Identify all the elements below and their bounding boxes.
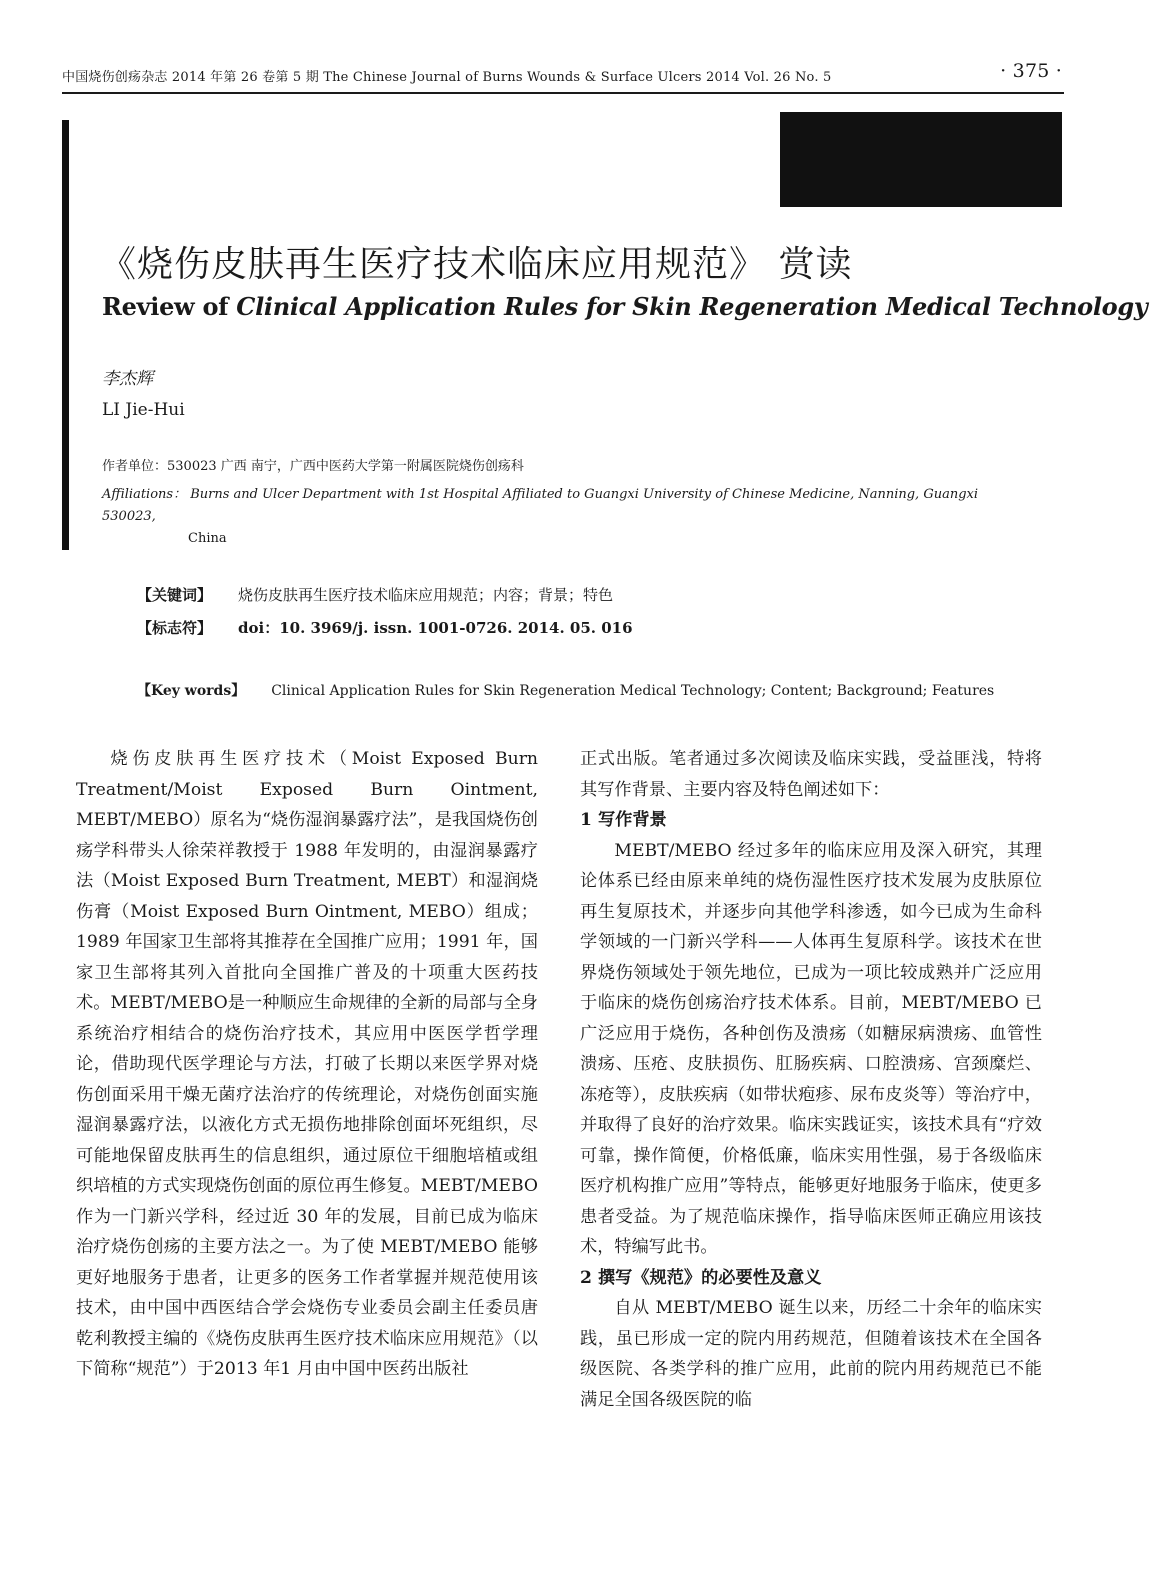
body-paragraph: 正式出版。笔者通过多次阅读及临床实践，受益匪浅，特将其写作背景、主要内容及特色阐述如下： [580,749,1042,800]
running-header-text: 中国烧伤创疡杂志 2014 年第 26 卷第 5 期 The Chinese Journal of Burns Wounds & Surface Ulcers 2014 Vol. 26 No. 5 [62,70,832,85]
affiliation-label: Affiliations： [102,487,187,502]
body-paragraph: 烧伤皮肤再生医疗技术（Moist Exposed Burn Treatment/Moist Exposed Burn Ointment, MEBT/MEBO）原名为“烧伤湿润暴露疗法”，是我国烧伤创疡学科带头人徐荣祥教授于 1988 年发明的，由湿润暴露疗法（Moist Exposed Burn Treatment, MEBT）和湿润烧伤膏（Moist Exposed Burn Ointment, MEBO）组成；1989 年国家卫生部将其推荐在全国推广应用；1991 年，国家卫生部将其列入首批向全国推广普及的十项重大医药技术。MEBT/MEBO是一种顺应生命规律的全新的局部与全身系统治疗相结合的烧伤治疗技术，其应用中医医学哲学理论，借助现代医学理论与方法，打破了长期以来医学界对烧伤创面采用干燥无菌疗法治疗的传统理论，对烧伤创面实施湿润暴露疗法，以液化方式无损伤地排除创面坏死组织，尽可能地保留皮肤再生的信息组织，通过原位干细胞培植或组织培植的方式实现烧伤创面的原位再生修复。MEBT/MEBO 作为一门新兴学科，经过近 30 年的发展，目前已成为临床治疗烧伤创疡的主要方法之一。为了使 MEBT/MEBO 能够更好地服务于患者，让更多的医务工作者掌握并规范使用该技术，由中国中西医结合学会烧伤专业委员会副主任委员唐乾利教授主编的《烧伤皮肤再生医疗技术临床应用规范》（以下简称“规范”）于2013 年1 月由中国中医药出版社 [76,749,538,1379]
running-header [62,60,1062,85]
body-paragraph: 自从 MEBT/MEBO 诞生以来，历经二十余年的临床实践，虽已形成一定的院内用药规范，但随着该技术在全国各级医院、各类学科的推广应用，此前的院内用药规范已不能满足全国各级医院的临 [580,1298,1042,1410]
author-chinese: 李杰辉 [102,369,153,389]
body-left-column [76,744,538,1385]
keywords-value: 烧伤皮肤再生医疗技术临床应用规范；内容；背景；特色 [238,586,614,604]
doi-value: doi：10. 3969/j. issn. 1001-0726. 2014. 05. 016 [238,619,633,637]
keywords-english [137,680,994,700]
section-heading-2: 2 撰写《规范》的必要性及意义 [580,1267,822,1288]
doi-row [137,617,633,638]
doi-label: 【标志符】 [137,619,213,637]
title-chinese: 《烧伤皮肤再生医疗技术临床应用规范》 赏读 [100,244,853,285]
title-english-italic: Clinical Application Rules for Skin Regeneration Medical Technology [236,292,1148,321]
title-english [102,292,1147,321]
body-right-column [580,744,1042,1415]
header-rule [62,92,1064,94]
affiliation-country: China [188,531,227,546]
affiliation-english [102,484,1032,550]
page-number: · 375 · [1000,60,1062,82]
keywords-en-value: Clinical Application Rules for Skin Regeneration Medical Technology; Content; Background; Features [271,683,995,699]
left-decorative-bar [62,120,69,550]
keywords-en-label: 【Key words】 [137,683,246,699]
affiliation-chinese: 作者单位：530023 广西 南宁，广西中医药大学第一附属医院烧伤创疡科 [102,459,524,474]
keywords-chinese [137,584,613,605]
title-english-prefix: Review of [102,292,237,321]
affiliation-text: Burns and Ulcer Department with 1st Hospital Affiliated to Guangxi University of Chinese Medicine, Nanning, Guangxi 530023, [102,487,979,524]
section-heading-1: 1 写作背景 [580,810,667,830]
body-paragraph: MEBT/MEBO 经过多年的临床应用及深入研究，其理论体系已经由原来单纯的烧伤湿性医疗技术发展为皮肤原位再生复原技术，并逐步向其他学科渗透，如今已成为生命科学领域的一门新兴学科——人体再生复原科学。该技术在世界烧伤领域处于领先地位，已成为一项比较成熟并广泛应用于临床的烧伤创疡治疗技术体系。目前，MEBT/MEBO 已广泛应用于烧伤，各种创伤及溃疡（如糖尿病溃疡、血管性溃疡、压疮、皮肤损伤、肛肠疾病、口腔溃疡、宫颈糜烂、冻疮等），皮肤疾病（如带状疱疹、尿布皮炎等）等治疗中，并取得了良好的治疗效果。临床实践证实，该技术具有“疗效可靠，操作简便，价格低廉，临床实用性强，易于各级临床医疗机构推广应用”等特点，能够更好地服务于临床，使更多患者受益。为了规范临床操作，指导临床医师正确应用该技术，特编写此书。 [580,840,1042,1257]
author-english: LI Jie-Hui [102,400,185,420]
keywords-label: 【关键词】 [137,586,213,604]
redacted-block [780,112,1062,207]
